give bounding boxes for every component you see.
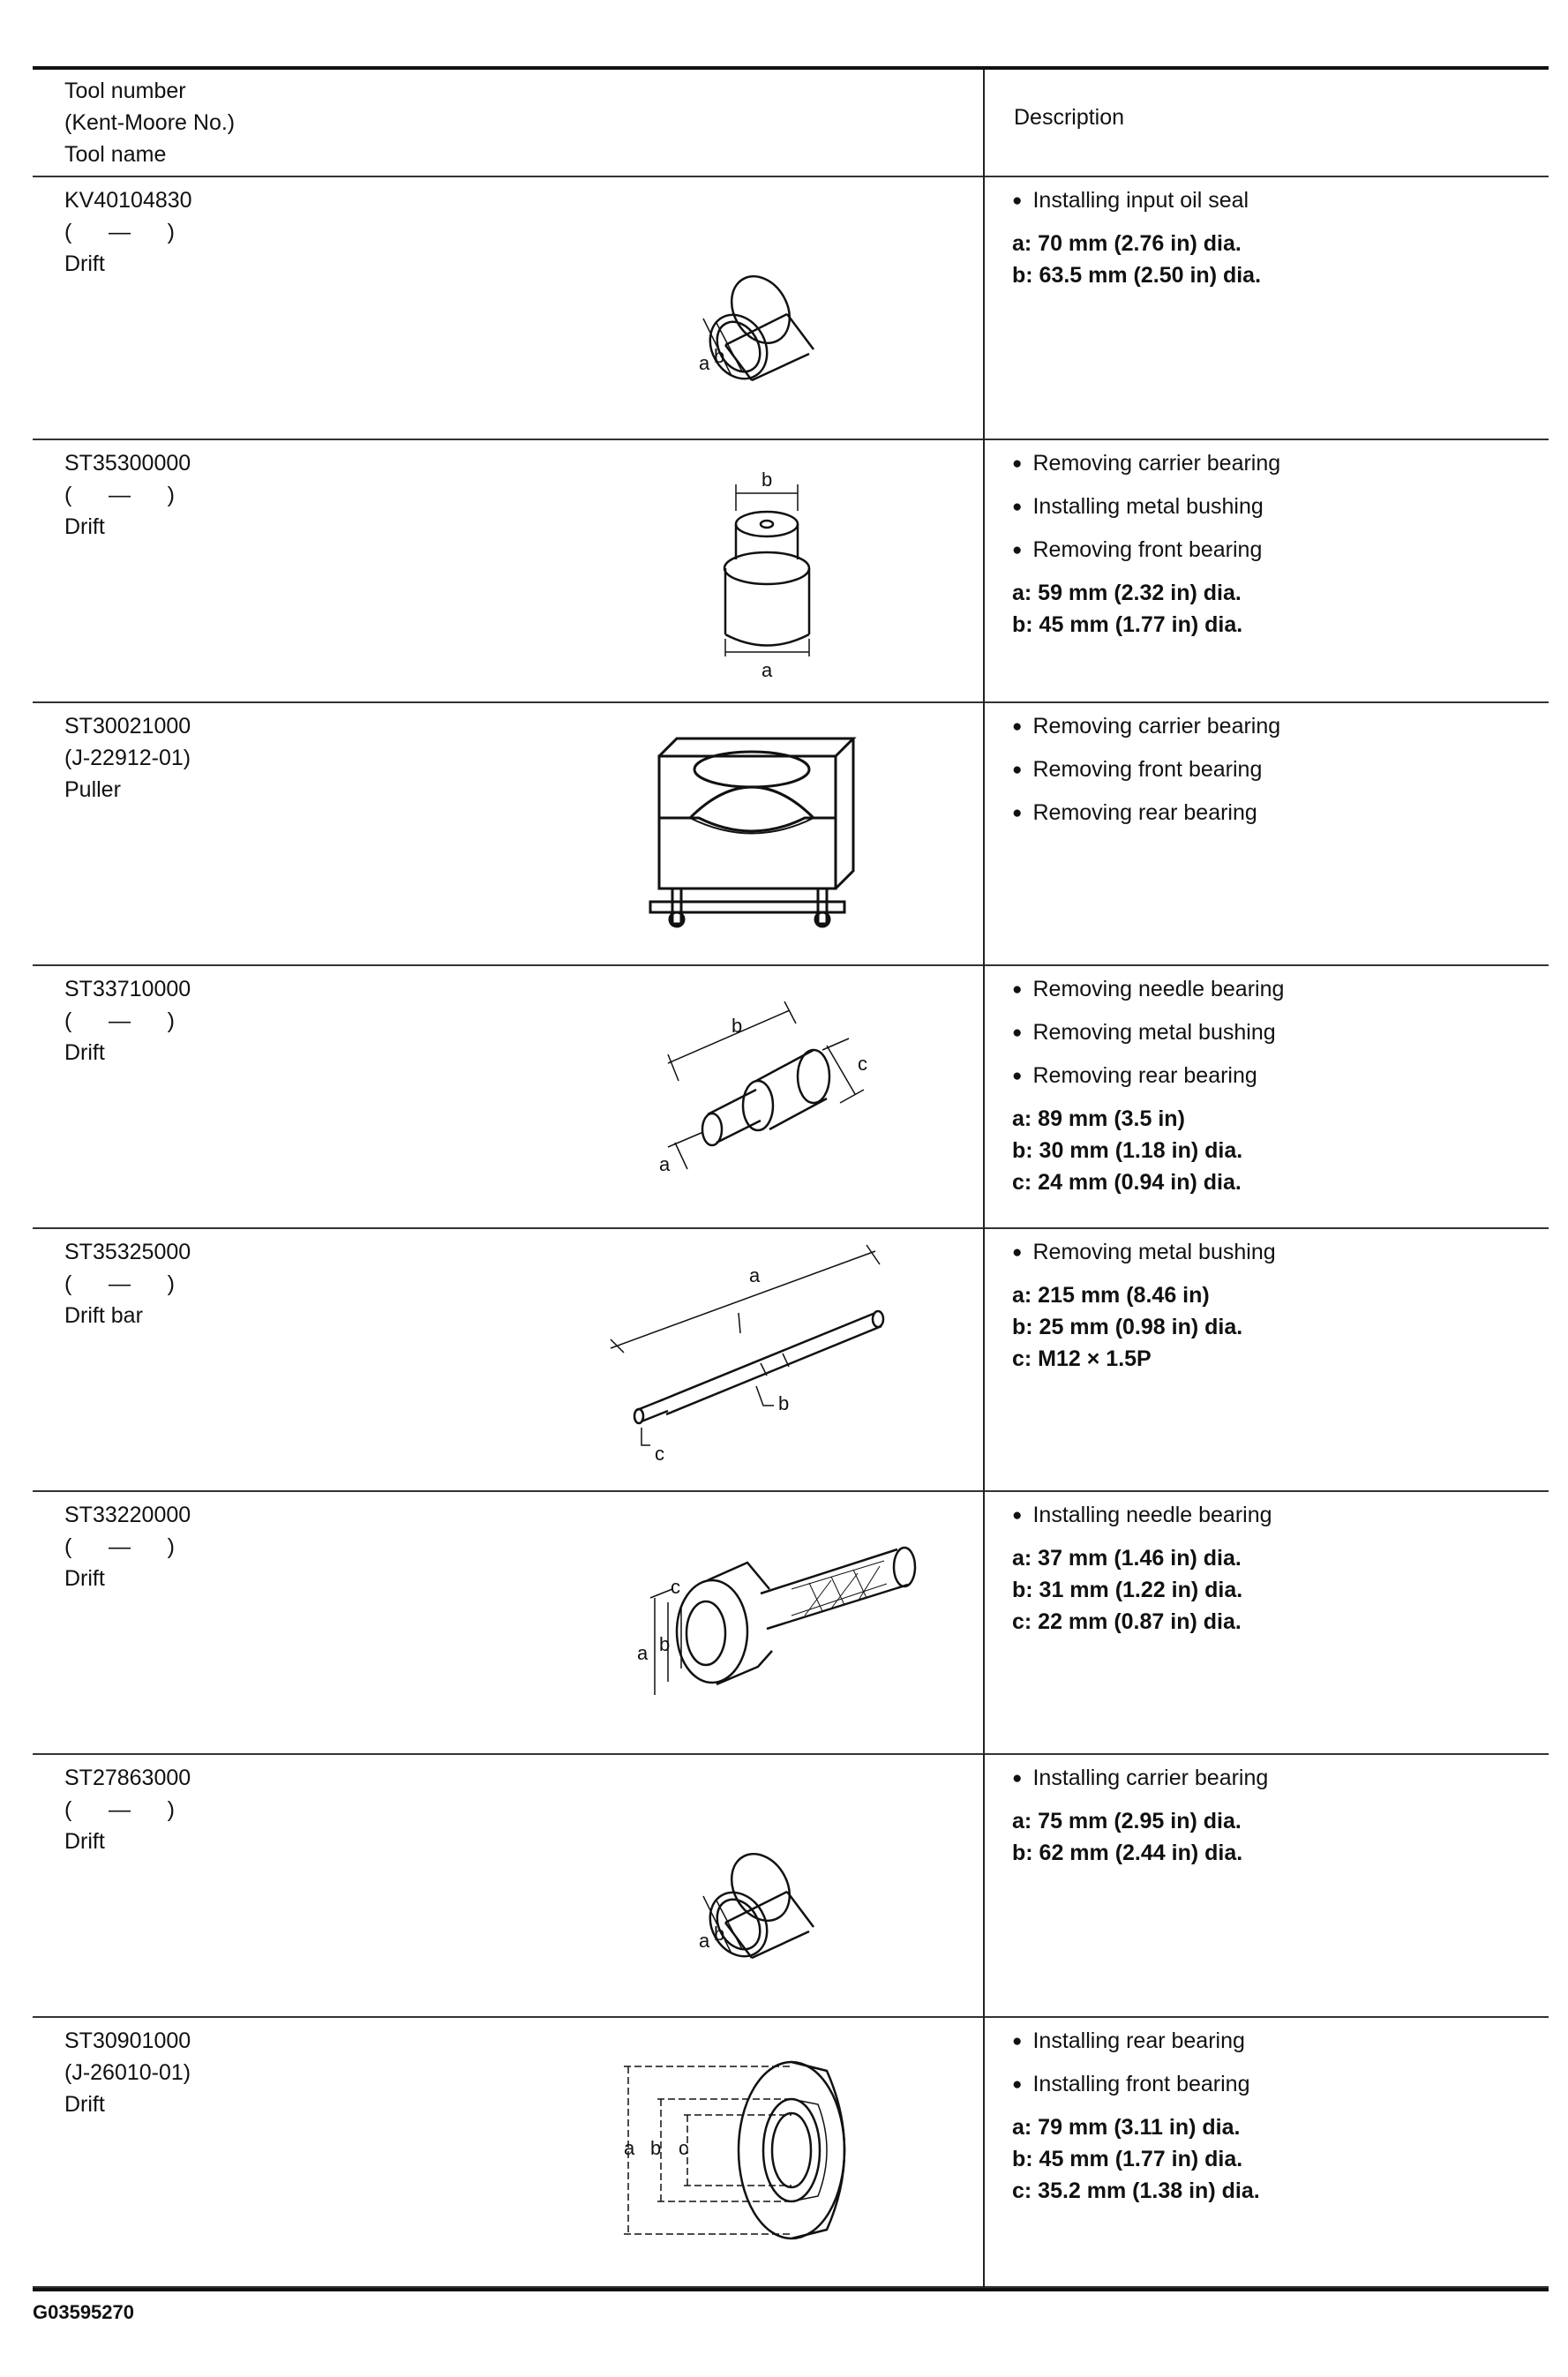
dim-label-c: c bbox=[679, 2137, 688, 2159]
spec-line: a: 37 mm (1.46 in) dia. bbox=[1012, 1546, 1242, 1571]
spec-line: a: 59 mm (2.32 in) dia. bbox=[1012, 581, 1242, 605]
dim-label-b: b bbox=[714, 1923, 725, 1945]
dim-label-b: b bbox=[659, 1633, 671, 1655]
tool-info bbox=[64, 2025, 191, 2120]
usage-item: ● Installing input oil seal bbox=[1012, 184, 1261, 219]
drift-sleeve-illustration bbox=[527, 1755, 968, 2014]
table-row bbox=[33, 1492, 1549, 1755]
tool-number: ST33220000 bbox=[64, 1503, 191, 1527]
header-kent-moore: (Kent-Moore No.) bbox=[64, 110, 236, 135]
kent-moore-number: ( — ) bbox=[64, 483, 175, 507]
tool-description bbox=[1012, 447, 1280, 641]
dim-label-a: a bbox=[637, 1642, 649, 1664]
dim-label-a: a bbox=[761, 659, 773, 681]
usage-item: ● Removing needle bearing bbox=[1012, 973, 1284, 1008]
kent-moore-number: (J-22912-01) bbox=[64, 746, 191, 770]
spec-line: c: M12 × 1.5P bbox=[1012, 1346, 1152, 1371]
dim-label-a: a bbox=[699, 352, 710, 374]
tool-name: Drift bbox=[64, 1040, 105, 1065]
spec-line: c: 24 mm (0.94 in) dia. bbox=[1012, 1170, 1242, 1195]
dim-label-a: a bbox=[624, 2137, 635, 2159]
stepped-drift-illustration bbox=[527, 440, 968, 700]
table-row bbox=[33, 2018, 1549, 2288]
kent-moore-number: ( — ) bbox=[64, 1271, 175, 1296]
kent-moore-number: ( — ) bbox=[64, 1534, 175, 1559]
spec-line: b: 45 mm (1.77 in) dia. bbox=[1012, 2147, 1243, 2171]
spec-line: a: 70 mm (2.76 in) dia. bbox=[1012, 231, 1242, 256]
spec-line: a: 89 mm (3.5 in) bbox=[1012, 1106, 1185, 1131]
usage-item: ● Removing front bearing bbox=[1012, 754, 1280, 788]
dim-label-a: a bbox=[749, 1264, 761, 1286]
tool-name: Drift bbox=[64, 1566, 105, 1591]
kent-moore-number: ( — ) bbox=[64, 1009, 175, 1033]
spec-line: b: 25 mm (0.98 in) dia. bbox=[1012, 1315, 1243, 1339]
spec-line: a: 75 mm (2.95 in) dia. bbox=[1012, 1809, 1242, 1833]
tool-description bbox=[1012, 973, 1284, 1198]
usage-item: ● Installing carrier bearing bbox=[1012, 1762, 1268, 1796]
usage-item: ● Installing metal bushing bbox=[1012, 491, 1280, 525]
kent-moore-number: (J-26010-01) bbox=[64, 2060, 191, 2085]
spec-line: b: 31 mm (1.22 in) dia. bbox=[1012, 1578, 1243, 1602]
kent-moore-number: ( — ) bbox=[64, 220, 175, 244]
spec-line: b: 63.5 mm (2.50 in) dia. bbox=[1012, 263, 1262, 288]
usage-item: ● Removing front bearing bbox=[1012, 534, 1280, 568]
knurled-drift-illustration bbox=[527, 1492, 968, 1751]
usage-item: ● Removing rear bearing bbox=[1012, 1060, 1284, 1094]
tool-number: ST33710000 bbox=[64, 977, 191, 1001]
spec-line: a: 215 mm (8.46 in) bbox=[1012, 1283, 1210, 1308]
header-description: Description bbox=[1014, 105, 1125, 130]
tool-number: ST30901000 bbox=[64, 2028, 191, 2053]
dim-label-c: c bbox=[655, 1443, 664, 1465]
usage-item: ● Removing metal bushing bbox=[1012, 1016, 1284, 1051]
pilot-drift-illustration bbox=[527, 966, 968, 1226]
tool-number: ST27863000 bbox=[64, 1766, 191, 1790]
tool-name: Drift bbox=[64, 514, 105, 539]
table-row bbox=[33, 703, 1549, 966]
dim-label-b: b bbox=[731, 1015, 743, 1037]
bearing-drift-illustration bbox=[527, 2018, 968, 2277]
tool-info bbox=[64, 447, 191, 543]
tool-info bbox=[64, 710, 191, 806]
dim-label-b: b bbox=[778, 1392, 790, 1414]
table-row bbox=[33, 966, 1549, 1229]
tool-description bbox=[1012, 2025, 1260, 2207]
special-tools-table bbox=[33, 66, 1549, 2291]
tool-description bbox=[1012, 184, 1261, 291]
table-row bbox=[33, 1229, 1549, 1492]
dim-label-a: a bbox=[699, 1930, 710, 1952]
usage-item: ● Removing rear bearing bbox=[1012, 797, 1280, 831]
spec-line: c: 35.2 mm (1.38 in) dia. bbox=[1012, 2178, 1260, 2203]
dim-label-c: c bbox=[671, 1576, 680, 1598]
tool-number: ST35300000 bbox=[64, 451, 191, 476]
spec-line: a: 79 mm (3.11 in) dia. bbox=[1012, 2115, 1241, 2140]
tool-info bbox=[64, 1236, 191, 1331]
header-tool-column bbox=[64, 75, 235, 170]
drift-bar-illustration bbox=[527, 1229, 968, 1488]
tool-number: ST35325000 bbox=[64, 1240, 191, 1264]
tool-info bbox=[64, 1762, 191, 1857]
dim-label-b: b bbox=[714, 345, 725, 367]
tool-info bbox=[64, 184, 192, 280]
bearing-puller-illustration bbox=[527, 703, 968, 963]
tool-description bbox=[1012, 1236, 1276, 1375]
header-tool-number: Tool number bbox=[64, 79, 186, 103]
usage-item: ● Removing carrier bearing bbox=[1012, 710, 1280, 745]
table-row bbox=[33, 177, 1549, 440]
usage-item: ● Installing needle bearing bbox=[1012, 1499, 1272, 1533]
kent-moore-number: ( — ) bbox=[64, 1797, 175, 1822]
table-header bbox=[33, 70, 1549, 177]
spec-line: b: 30 mm (1.18 in) dia. bbox=[1012, 1138, 1243, 1163]
tool-description bbox=[1012, 1762, 1268, 1869]
table-row bbox=[33, 1755, 1549, 2018]
column-divider bbox=[983, 70, 985, 2288]
dim-label-b: b bbox=[761, 469, 773, 491]
usage-item: ● Removing metal bushing bbox=[1012, 1236, 1276, 1271]
usage-item: ● Removing carrier bearing bbox=[1012, 447, 1280, 482]
tool-name: Drift bbox=[64, 1829, 105, 1854]
usage-item: ● Installing front bearing bbox=[1012, 2068, 1260, 2103]
tool-info bbox=[64, 973, 191, 1069]
tool-name: Drift bar bbox=[64, 1303, 143, 1328]
tool-name: Drift bbox=[64, 251, 105, 276]
spec-line: b: 62 mm (2.44 in) dia. bbox=[1012, 1841, 1243, 1865]
dim-label-c: c bbox=[858, 1053, 867, 1075]
figure-code: G03595270 bbox=[33, 2301, 134, 2323]
tool-name: Puller bbox=[64, 777, 121, 802]
table-row bbox=[33, 440, 1549, 703]
spec-line: b: 45 mm (1.77 in) dia. bbox=[1012, 612, 1243, 637]
header-tool-name: Tool name bbox=[64, 142, 167, 167]
tool-number: KV40104830 bbox=[64, 188, 192, 213]
tool-number: ST30021000 bbox=[64, 714, 191, 739]
tool-info bbox=[64, 1499, 191, 1594]
usage-item: ● Installing rear bearing bbox=[1012, 2025, 1260, 2059]
spec-line: c: 22 mm (0.87 in) dia. bbox=[1012, 1609, 1242, 1634]
dim-label-a: a bbox=[659, 1153, 671, 1175]
tool-description bbox=[1012, 1499, 1272, 1638]
dim-label-b: b bbox=[650, 2137, 662, 2159]
tool-description bbox=[1012, 710, 1280, 840]
drift-sleeve-illustration bbox=[527, 177, 968, 437]
tool-name: Drift bbox=[64, 2092, 105, 2117]
